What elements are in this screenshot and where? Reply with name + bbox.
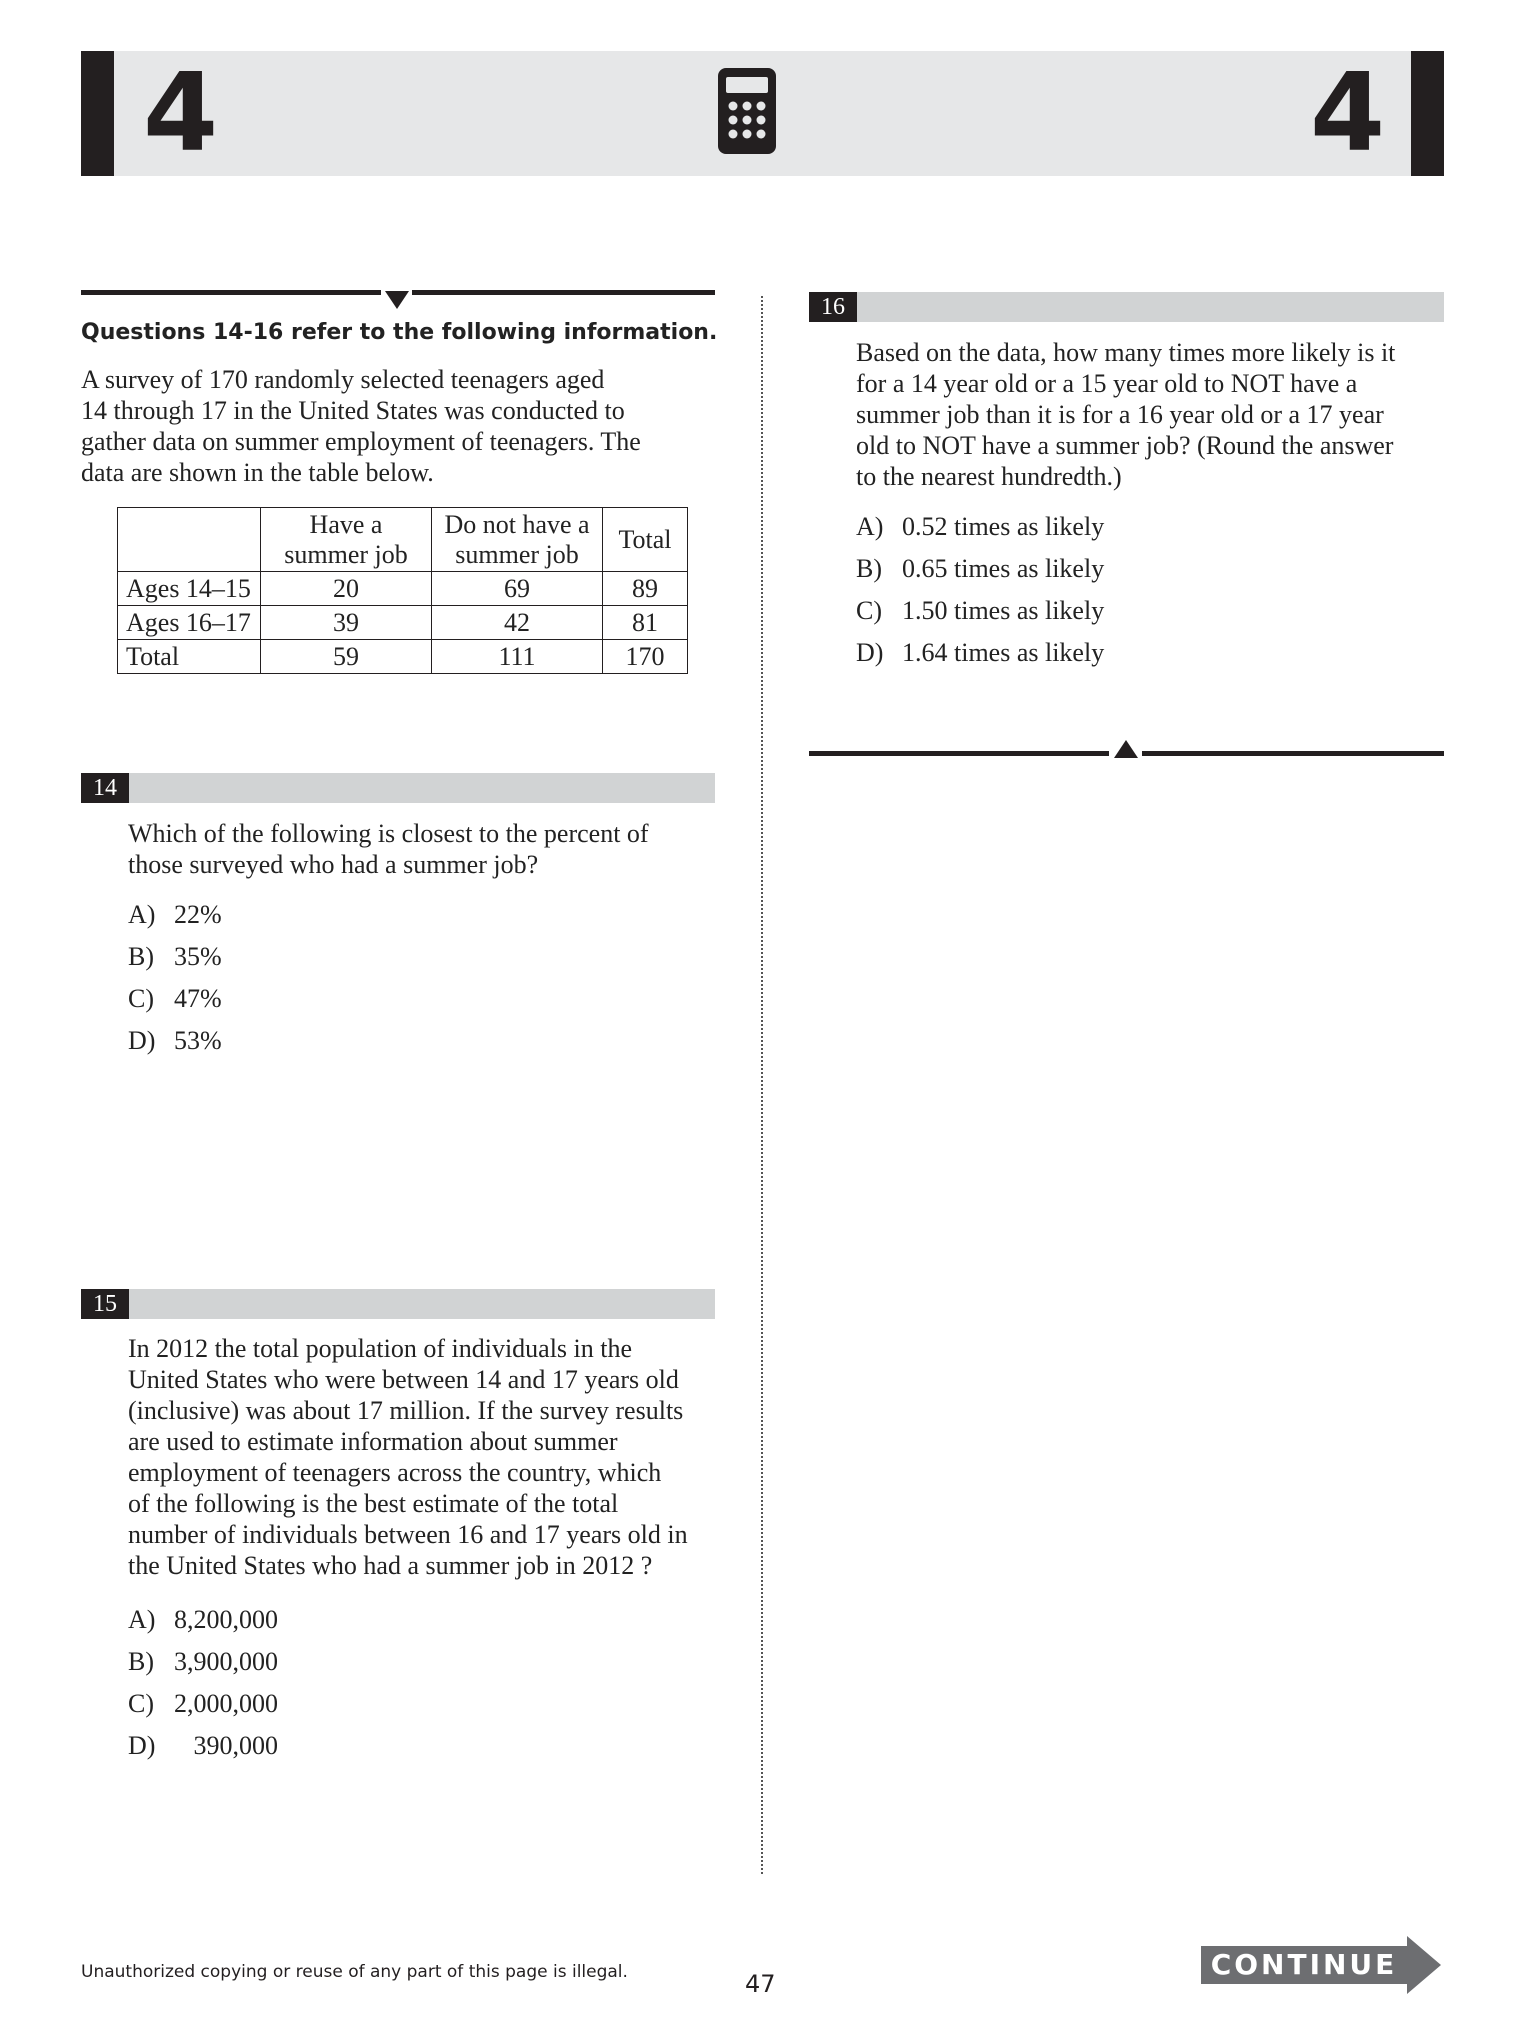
row-label: Ages 16–17 (118, 606, 261, 640)
question-16-header (809, 292, 1444, 322)
choice-16-d[interactable] (856, 638, 1104, 668)
question-line: the United States who had a summer job in 2012 ? (128, 1551, 653, 1580)
question-14-header (81, 773, 715, 803)
info-end-rule-left (809, 751, 1109, 756)
choice-letter: B) (856, 554, 882, 583)
choice-letter: D) (856, 638, 884, 667)
question-line: Based on the data, how many times more likely is it (856, 338, 1396, 367)
choice-16-c[interactable] (856, 596, 1104, 626)
continue-label: CONTINUE (1210, 1948, 1398, 1981)
choice-text: 3,900,000 (174, 1647, 278, 1676)
question-number: 16 (809, 292, 857, 322)
cell-no-job: 69 (432, 572, 603, 606)
cell-no-job: 42 (432, 606, 603, 640)
cell-total: 170 (603, 640, 688, 674)
intro-heading: Questions 14-16 refer to the following information. (81, 320, 718, 345)
choice-letter: A) (128, 900, 156, 929)
choice-text: 1.50 times as likely (902, 596, 1105, 625)
choice-16-a[interactable] (856, 512, 1104, 542)
question-line: employment of teenagers across the country, which (128, 1458, 662, 1487)
down-arrow-icon (385, 291, 409, 309)
choice-text: 0.52 times as likely (902, 512, 1105, 541)
table-header-no-job (432, 508, 603, 572)
choice-14-b[interactable] (128, 942, 222, 972)
question-line: are used to estimate information about summer (128, 1427, 618, 1456)
question-line: United States who were between 14 and 17 years old (128, 1365, 679, 1394)
question-line: Which of the following is closest to the percent of (128, 819, 649, 848)
header-line: summer job (284, 539, 408, 569)
header-line: Have a (309, 509, 383, 539)
choice-text: 47% (174, 984, 222, 1013)
header-line: summer job (455, 539, 579, 569)
cell-have-job: 39 (261, 606, 432, 640)
question-16-text (856, 337, 1456, 492)
page-number: 47 (745, 1970, 776, 1998)
choice-letter: A) (856, 512, 884, 541)
choice-14-d[interactable] (128, 1026, 222, 1056)
choice-text: 8,200,000 (174, 1605, 278, 1634)
choice-15-c[interactable] (128, 1689, 278, 1719)
survey-data-table (117, 507, 688, 674)
info-end-rule-right (1142, 751, 1444, 756)
question-line: In 2012 the total population of individuals in the (128, 1334, 633, 1363)
question-number: 14 (81, 773, 129, 803)
choice-text: 22% (174, 900, 222, 929)
row-label: Total (118, 640, 261, 674)
table-row (118, 572, 688, 606)
table-row (118, 606, 688, 640)
intro-paragraph (81, 364, 721, 488)
choice-letter: D) (128, 1026, 156, 1055)
intro-top-rule-left (81, 290, 381, 295)
choice-letter: A) (128, 1605, 156, 1634)
choice-15-b[interactable] (128, 1647, 278, 1677)
header-line: Do not have a (444, 509, 590, 539)
question-number: 15 (81, 1289, 129, 1319)
intro-line: A survey of 170 randomly selected teenagers aged (81, 365, 605, 394)
section-number-right: 4 (1310, 51, 1386, 176)
cell-no-job: 111 (432, 640, 603, 674)
choice-14-c[interactable] (128, 984, 222, 1014)
copyright-notice: Unauthorized copying or reuse of any part of this page is illegal. (81, 1962, 628, 1982)
calculator-icon (716, 66, 778, 156)
header-right-bar (1411, 51, 1444, 176)
intro-line: gather data on summer employment of teenagers. The (81, 427, 641, 456)
question-line: to the nearest hundredth.) (856, 462, 1122, 491)
choice-letter: C) (128, 984, 154, 1013)
question-line: those surveyed who had a summer job? (128, 850, 539, 879)
choice-text: 35% (174, 942, 222, 971)
header-left-bar (81, 51, 114, 176)
cell-total: 81 (603, 606, 688, 640)
column-divider (761, 296, 763, 1874)
choice-letter: D) (128, 1731, 156, 1760)
row-label: Ages 14–15 (118, 572, 261, 606)
choice-letter: B) (128, 942, 154, 971)
cell-total: 89 (603, 572, 688, 606)
section-number-left: 4 (143, 51, 219, 176)
choice-letter: C) (856, 596, 882, 625)
question-line: summer job than it is for a 16 year old or a 17 year (856, 400, 1384, 429)
choice-text: 390,000 (174, 1731, 278, 1760)
choice-14-a[interactable] (128, 900, 222, 930)
question-line: number of individuals between 16 and 17 years old in (128, 1520, 688, 1549)
table-header-have-job (261, 508, 432, 572)
table-row (118, 640, 688, 674)
cell-have-job: 20 (261, 572, 432, 606)
choice-16-b[interactable] (856, 554, 1104, 584)
choice-letter: C) (128, 1689, 154, 1718)
question-line: old to NOT have a summer job? (Round the answer (856, 431, 1394, 460)
table-corner-cell (118, 508, 261, 572)
intro-top-rule-right (412, 290, 715, 295)
table-header-row (118, 508, 688, 572)
question-15-header (81, 1289, 715, 1319)
choice-text: 1.64 times as likely (902, 638, 1105, 667)
choice-15-a[interactable] (128, 1605, 278, 1635)
cell-have-job: 59 (261, 640, 432, 674)
table-header-total: Total (603, 508, 688, 572)
choice-text: 0.65 times as likely (902, 554, 1105, 583)
up-arrow-icon (1114, 740, 1138, 758)
question-line: of the following is the best estimate of the total (128, 1489, 619, 1518)
question-15-text (128, 1333, 748, 1581)
intro-line: 14 through 17 in the United States was conducted to (81, 396, 625, 425)
choice-15-d[interactable] (128, 1731, 278, 1761)
question-line: for a 14 year old or a 15 year old to NOT have a (856, 369, 1358, 398)
question-line: (inclusive) was about 17 million. If the survey results (128, 1396, 684, 1425)
intro-line: data are shown in the table below. (81, 458, 434, 487)
choice-text: 2,000,000 (174, 1689, 278, 1718)
choice-letter: B) (128, 1647, 154, 1676)
choice-text: 53% (174, 1026, 222, 1055)
question-14-text (128, 818, 728, 880)
